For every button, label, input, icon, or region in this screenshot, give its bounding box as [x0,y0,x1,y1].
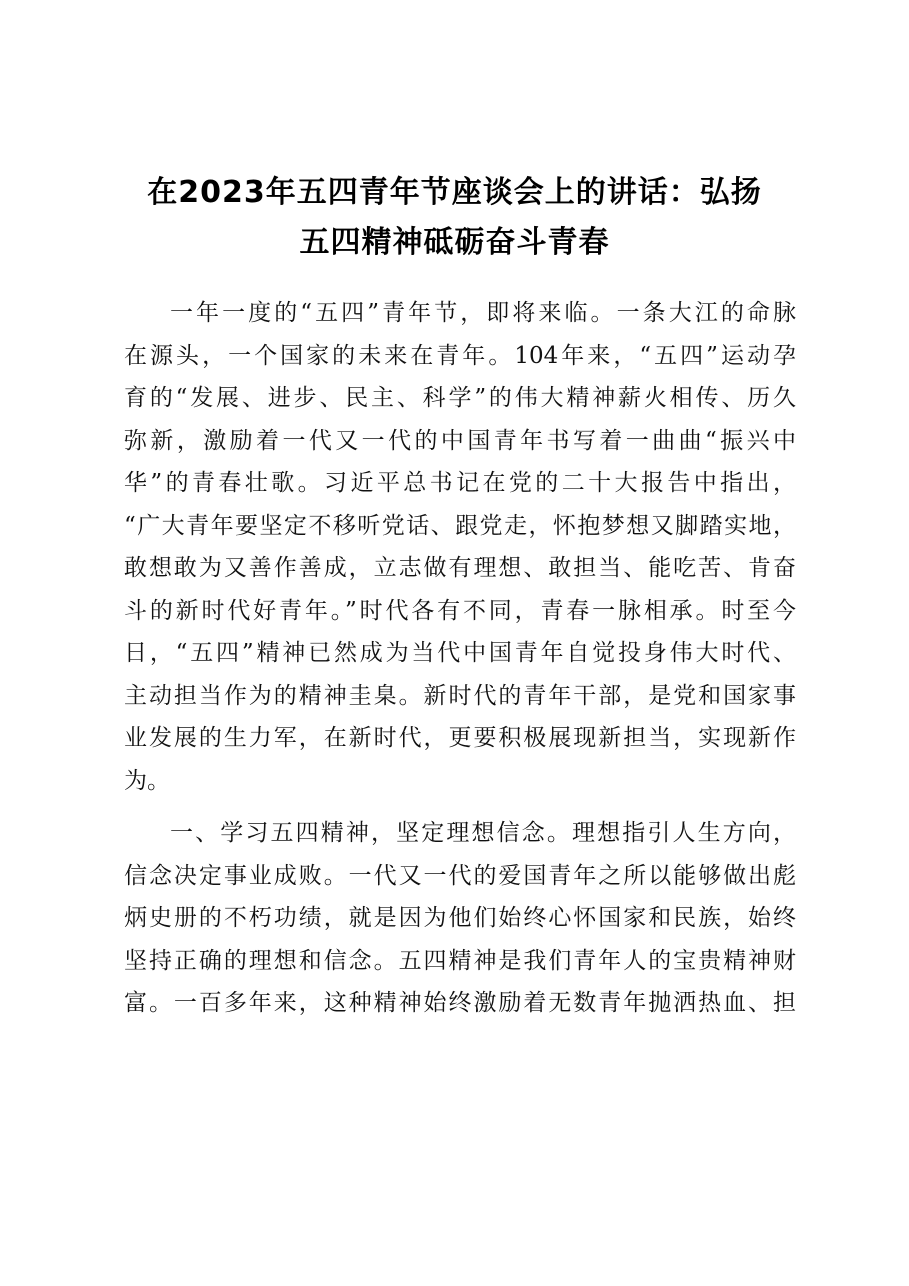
text-line: 敢想敢为又善作善成，立志做有理想、敢担当、能吃苦、肯奋 [124,555,796,581]
text-line: 炳史册的不朽功绩，就是因为他们始终心怀国家和民族，始终 [124,905,796,931]
text-line: 一年一度的“五四”青年节，即将来临。一条大江的命脉 [170,300,796,326]
text-line: 主动担当作为的精神圭臬。新时代的青年干部，是党和国家事 [124,682,796,709]
paragraph-section-one [124,812,796,1025]
text-line: 日，“五四”精神已然成为当代中国青年自觉投身伟大时代、 [124,640,796,666]
text-line: 弥新，激励着一代又一代的中国青年书写着一曲曲“振兴中 [124,427,796,454]
text-line: 为。 [124,767,170,794]
text-line: 信念决定事业成败。一代又一代的爱国青年之所以能够做出彪 [124,862,796,889]
title-line: 五四精神砥砺奋斗青春 [299,225,610,260]
text-line: 坚持正确的理想和信念。五四精神是我们青年人的宝贵精神财 [124,947,796,974]
text-line: 一、学习五四精神，坚定理想信念。理想指引人生方向， [170,820,796,846]
paragraph-intro [124,292,796,802]
text-line: 育的“发展、进步、民主、科学”的伟大精神薪火相传、历久 [124,385,796,411]
text-line: “广大青年要坚定不移听党话、跟党走，怀抱梦想又脚踏实地， [124,512,796,539]
text-line: 华”的青春壮歌。习近平总书记在党的二十大报告中指出， [124,470,796,496]
text-line: 斗的新时代好青年。”时代各有不同，青春一脉相承。时至今 [124,597,796,624]
text-line: 富。一百多年来，这种精神始终激励着无数青年抛洒热血、担 [124,990,796,1016]
text-line: 业发展的生力军，在新时代，更要积极展现新担当，实现新作 [124,725,796,751]
document-body [124,292,796,1035]
title-line: 在2023年五四青年节座谈会上的讲话：弘扬 [147,175,762,210]
document-title [90,168,819,268]
text-line: 在源头，一个国家的未来在青年。104年来，“五四”运动孕 [124,342,796,369]
